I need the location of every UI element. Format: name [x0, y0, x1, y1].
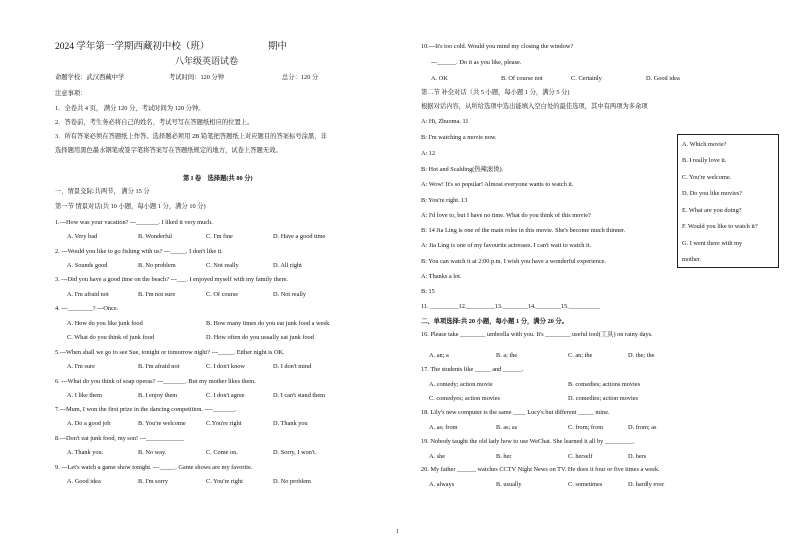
- info-score: 总分：120 分: [282, 74, 319, 81]
- exam-subtitle: 八年级英语试卷: [175, 56, 239, 66]
- dialogue-line-3: A: 12: [421, 150, 436, 157]
- dialogue-line-9: A: Jia Ling is one of my favourite actresses. I can't wait to watch it.: [421, 242, 592, 249]
- q19-option-c: C. herself: [568, 453, 593, 460]
- q2-option-a: A. Sounds good: [67, 262, 108, 269]
- question-2: 2. ---Would you like to go fishing with us? ---_____. I don't like it.: [55, 248, 223, 255]
- notes-heading: 注意事项：: [55, 90, 87, 97]
- dialogue-line-11: A: Thanks a lot.: [421, 273, 462, 280]
- box-option-c: C. You're welcome.: [682, 174, 732, 181]
- q3-option-d: D. Not really: [273, 291, 307, 298]
- q8-option-a: A. Thank you.: [67, 449, 104, 456]
- question-10: 10.---It's too cold. Would you mind my closing the window?: [421, 43, 574, 50]
- q17-option-b: B. comedies; actions movies: [568, 381, 641, 388]
- q20-option-c: C. sometimes: [568, 481, 603, 488]
- q20-option-d: D. hardly ever: [628, 481, 665, 488]
- q16-option-b: B. a; the: [496, 352, 518, 359]
- q20-option-a: A. always: [429, 481, 455, 488]
- exam-title-term: 期中: [268, 42, 288, 52]
- section3-heading: 二、单项选择:共 20 小题，每小题 1 分，满分 20 分。: [421, 318, 568, 325]
- q7-option-d: D. Thank you: [273, 420, 308, 427]
- q20-option-b: B. usually: [496, 481, 522, 488]
- question-1: 1.---How was your vacation? ---_______. I liked it very much.: [55, 219, 213, 226]
- question-20: 20. My father ______ watches CCTV Night News on TV. He does it four or five times a week.: [421, 466, 660, 473]
- q3-option-a: A. I'm afraid not: [67, 291, 109, 298]
- q4-option-c: C. What do you think of junk food: [67, 334, 154, 341]
- dialogue-line-2: B: I'm watching a movie now.: [421, 134, 497, 141]
- q2-option-c: C. Not really: [206, 262, 239, 269]
- dialogue-line-6: B: You're right. 13: [421, 197, 468, 204]
- q17-option-c: C. comedyes; action movies: [429, 395, 500, 402]
- q19-option-b: B. her: [496, 453, 512, 460]
- section2-instructions: 根据对话内容，从所给选项中选出能填入空白处的最佳选项，其中有两项为多余项: [421, 103, 648, 110]
- info-time: 考试时间：120 分钟: [169, 74, 225, 81]
- dialogue-line-5: A: Wow! It's so popular! Almost everyone wants to watch it.: [421, 181, 574, 188]
- q4-option-a: A. How do you like junk food: [67, 320, 143, 327]
- q10-option-c: C. Certainly: [571, 75, 602, 82]
- question-10-reply: ---______. Do it as you like, please.: [431, 59, 522, 66]
- dialogue-line-12: B: 15: [421, 288, 435, 295]
- question-19: 19. Nobody taught the old lady how to use WeChat. She learned it all by _________.: [421, 438, 635, 445]
- q9-option-c: C. You're right: [206, 478, 243, 485]
- note-2: 2．答卷前，考生务必将自己的姓名、考试号写在答题纸相应的位置上。: [55, 119, 254, 126]
- note-1: 1．全卷共 4 页， 满分 120 分，考试时间为 120 分钟。: [55, 105, 205, 112]
- note-3a: 3．所有答案必须在答题纸上作答。选择题必须用 2B 铅笔把答题纸上对应题目的答案标号涂黑，非: [55, 133, 327, 140]
- q18-option-b: B. as; as: [496, 424, 518, 431]
- q16-option-a: A. an; a: [429, 352, 449, 359]
- q4-option-d: D. How often do you usually eat junk food: [206, 334, 314, 341]
- question-7: 7.---Mum, I won the first prize in the dancing competition. ----_______.: [55, 406, 237, 413]
- q7-option-b: B. You're welcome: [138, 420, 186, 427]
- q8-option-c: C. Come on.: [206, 449, 238, 456]
- q1-option-d: D. Have a good time: [273, 233, 326, 240]
- q17-option-d: D. comedies; action movies: [568, 395, 638, 402]
- dialogue-line-8: B: 14 Jia Ling is one of the main roles in this movie. She's become much thinner.: [421, 227, 626, 234]
- question-6: 6. ---What do you think of soap operas? ---_______. But my mother likes them.: [55, 378, 256, 385]
- note-3b: 选择题用黑色墨水钢笔或签字笔将答案写在答题纸规定的地方，试卷上答题无效。: [55, 147, 282, 154]
- q16-option-d: D. the; the: [628, 352, 655, 359]
- dialogue-line-4: B: Hot and Scalding(热辣滚烫).: [421, 166, 504, 173]
- q17-option-a: A. comedy; action movie: [429, 381, 493, 388]
- q9-option-a: A. Good idea: [67, 478, 101, 485]
- dialogue-answer-blanks: 11. _________12._________13.________14.________15.__________: [421, 303, 601, 310]
- q6-option-c: C. I don't agree: [206, 392, 245, 399]
- q8-option-b: B. No way.: [138, 449, 167, 456]
- q6-option-b: B. I enjoy them: [138, 392, 178, 399]
- q10-option-d: D. Good idea: [646, 75, 680, 82]
- q10-option-a: A. OK: [431, 75, 448, 82]
- question-4: 4. ---________? ---Once.: [55, 305, 119, 312]
- box-option-e: E. What are you doing?: [682, 207, 742, 214]
- q6-option-d: D. I can't stand them: [273, 392, 326, 399]
- dialogue-line-10: B: You can watch it at 2:00 p.m. I wish you have a wonderful experience.: [421, 258, 607, 265]
- question-5: 5.---When shall we go to see Sue, tonight or tomorrow night? ---_____. Either night is OK.: [55, 349, 285, 356]
- question-9: 9. ---Let's watch a game show tonight. ---_____. Game shows are my favorite.: [55, 464, 253, 471]
- q2-option-d: D. All right: [273, 262, 302, 269]
- box-option-f: F. Would you like to watch it?: [682, 223, 758, 230]
- q3-option-c: C. Of course: [206, 291, 239, 298]
- q6-option-a: A. I like them: [67, 392, 102, 399]
- q7-option-a: A. Do a good job: [67, 420, 111, 427]
- q5-option-a: A. I'm sure: [67, 363, 95, 370]
- dialogue-options-box: [677, 134, 779, 268]
- q8-option-d: D. Sorry, I won't.: [273, 449, 317, 456]
- q1-option-a: A. Very bad: [67, 233, 98, 240]
- page-number: 1: [396, 529, 399, 535]
- section2-heading: 第二节 补全对话（共 5 小题，每小题 1 分，满分 5 分): [421, 89, 570, 96]
- q10-option-b: B. Of course not: [501, 75, 543, 82]
- section1-heading: 一、情景交际:共两节， 满分 15 分: [55, 188, 150, 195]
- box-option-g: G. I went there with my: [682, 240, 743, 247]
- box-option-d: D. Do you like movies?: [682, 190, 742, 197]
- q4-option-b: B. How many times do you eat junk food a week: [206, 320, 330, 327]
- dialogue-line-7: A: I'd love to, but I have no time. What do you think of this movie?: [421, 212, 591, 219]
- q5-option-d: D. I don't mind: [273, 363, 312, 370]
- q9-option-b: B. I'm sorry: [138, 478, 168, 485]
- box-option-a: A. Which movie?: [682, 141, 727, 148]
- q1-option-c: C. I'm fine: [206, 233, 233, 240]
- q2-option-b: B. No problem: [138, 262, 176, 269]
- q3-option-b: B. I'm not sure: [138, 291, 176, 298]
- q18-option-d: D. from; as: [628, 424, 657, 431]
- q9-option-d: D. No problem: [273, 478, 311, 485]
- q18-option-c: C. from; from: [568, 424, 604, 431]
- part1-heading: 第 I 卷 选择题(共 80 分): [183, 175, 253, 182]
- box-option-g-cont: mother.: [682, 256, 702, 263]
- question-17: 17. The students like _____ and ______.: [421, 366, 524, 373]
- q5-option-b: B. I'm afraid not: [138, 363, 180, 370]
- q18-option-a: A. as; from: [429, 424, 458, 431]
- question-18: 18. Lily's new computer is the same ____ Lucy's but different _____ mine.: [421, 409, 610, 416]
- q16-option-c: C. an; the: [568, 352, 593, 359]
- question-16: 16. Please take ________ umbrella with you. It's ________ useful tool(工具) on rainy days.: [421, 331, 653, 338]
- question-8: 8.---Don't eat junk food, my son! ---____________: [55, 435, 184, 442]
- info-school: 命题学校：武汉西藏中学: [55, 74, 125, 81]
- q7-option-c: C.You're right: [206, 420, 242, 427]
- box-option-b: B. I really love it.: [682, 157, 727, 164]
- exam-title: 2024 学年第一学期西藏初中校（班）: [55, 42, 210, 52]
- q5-option-c: C. I don't know: [206, 363, 245, 370]
- q19-option-a: A. she: [429, 453, 446, 460]
- section1-part1-heading: 第一节 情景对话(共 10 小题，每小题 1 分，满分 10 分): [55, 203, 206, 210]
- question-3: 3. ---Did you have a good time on the beach? ---___. I enjoyed myself with my family there.: [55, 276, 288, 283]
- q1-option-b: B. Wonderful: [138, 233, 173, 240]
- q19-option-d: D. hers: [628, 453, 647, 460]
- dialogue-line-1: A: Hi, Zhuoma. 11: [421, 118, 469, 125]
